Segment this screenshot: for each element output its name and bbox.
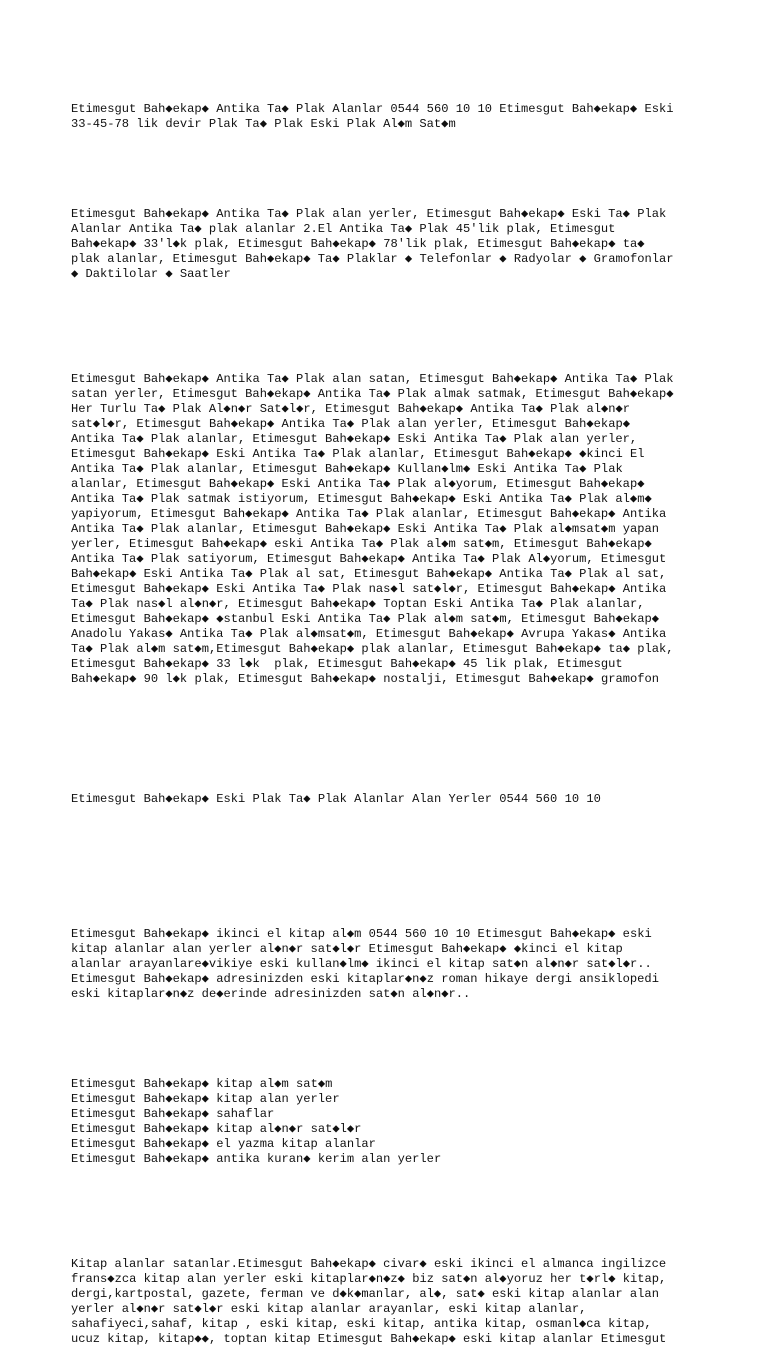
paragraph-spacer [71, 1032, 731, 1047]
paragraph-plak-contact: Etimesgut Bah◆ekap◆ Eski Plak Ta◆ Plak Alanlar Alan Yerler 0544 560 10 10 [71, 792, 601, 806]
paragraph-plak-intro: Etimesgut Bah◆ekap◆ Antika Ta◆ Plak Alanlar 0544 560 10 10 Etimesgut Bah◆ekap◆ Eski 33-45-78 lik devir Plak Ta◆ Plak Eski Plak Al◆m Sat◆m [71, 102, 674, 131]
paragraph-plak-keywords: Etimesgut Bah◆ekap◆ Antika Ta◆ Plak alan satan, Etimesgut Bah◆ekap◆ Antika Ta◆ Plak satan yerler, Etimesgut Bah◆ekap◆ Antika Ta◆ Plak almak satmak, Etimesgut Bah◆ekap◆ Her Turlu Ta◆ Plak Al◆n◆r Sat◆l◆r, Etimesgut Bah◆ekap◆ Antika Ta◆ Plak al◆n◆r sat◆l◆r, Etimesgut Bah◆ekap◆ Antika Ta◆ Plak alan yerler, Etimesgut Bah◆ekap◆ Antika Ta◆ Plak alanlar, Etimesgut Bah◆ekap◆ Eski Antika Ta◆ Plak alan yerler, Etimesgut Bah◆ekap◆ Eski Antika Ta◆ Plak alanlar, Etimesgut Bah◆ekap◆ ◆kinci El Antika Ta◆ Plak alanlar, Etimesgut Bah◆ekap◆ Kullan◆lm◆ Eski Antika Ta◆ Plak alanlar, Etimesgut Bah◆ekap◆ Eski Antika Ta◆ Plak al◆yorum, Etimesgut Bah◆ekap◆ Antika Ta◆ Plak satmak istiyorum, Etimesgut Bah◆ekap◆ Eski Antika Ta◆ Plak al◆m◆ yapiyorum, Etimesgut Bah◆ekap◆ Antika Ta◆ Plak alanlar, Etimesgut Bah◆ekap◆ Antika Antika Ta◆ Plak alanlar, Etimesgut Bah◆ekap◆ Eski Antika Ta◆ Plak al◆msat◆m yapan yerler, Etimesgut Bah◆ekap◆ eski Antika Ta◆ Plak al◆m sat◆m, Etimesgut Bah◆ekap◆ Antika Ta◆ Plak satiyorum, Etimesgut Bah◆ekap◆ Antika Ta◆ Plak Al◆yorum, Etimesgut Bah◆ekap◆ Eski Antika Ta◆ Plak al sat, Etimesgut Bah◆ekap◆ Antika Ta◆ Plak al sat, Etimesgut Bah◆ekap◆ Eski Antika Ta◆ Plak nas◆l sat◆l◆r, Etimesgut Bah◆ekap◆ Antika Ta◆ Plak nas◆l al◆n◆r, Etimesgut Bah◆ekap◆ Toptan Eski Antika Ta◆ Plak alanlar, Etimesgut Bah◆ekap◆ ◆stanbul Eski Antika Ta◆ Plak al◆m sat◆m, Etimesgut Bah◆ekap◆ Anadolu Yakas◆ Antika Ta◆ Plak al◆msat◆m, Etimesgut Bah◆ekap◆ Avrupa Yakas◆ Antika Ta◆ Plak al◆m sat◆m,Etimesgut Bah◆ekap◆ plak alanlar, Etimesgut Bah◆ekap◆ ta◆ plak, Etimesgut Bah◆ekap◆ 33 l◆k plak, Etimesgut Bah◆ekap◆ 45 lik plak, Etimesgut Bah◆ekap◆ 90 l◆k plak, Etimesgut Bah◆ekap◆ nostalji, Etimesgut Bah◆ekap◆ gramofon [71, 372, 674, 686]
paragraph-spacer [71, 312, 731, 342]
paragraph-plak-alan-yerler: Etimesgut Bah◆ekap◆ Antika Ta◆ Plak alan yerler, Etimesgut Bah◆ekap◆ Eski Ta◆ Plak Alanlar Antika Ta◆ plak alanlar 2.El Antika Ta◆ Plak 45'lik plak, Etimesgut Bah◆ekap◆ 33'l◆k plak, Etimesgut Bah◆ekap◆ 78'lik plak, Etimesgut Bah◆ekap◆ ta◆ plak alanlar, Etimesgut Bah◆ekap◆ Ta◆ Plaklar ◆ Telefonlar ◆ Radyolar ◆ Gramofonlar ◆ Daktilolar ◆ Saatler [71, 207, 674, 281]
paragraph-kitap-list: Etimesgut Bah◆ekap◆ kitap al◆m sat◆m Etimesgut Bah◆ekap◆ kitap alan yerler Etimesgut Bah◆ekap◆ sahaflar Etimesgut Bah◆ekap◆ kitap al◆n◆r sat◆l◆r Etimesgut Bah◆ekap◆ el yazma kitap alanlar Etimesgut Bah◆ekap◆ antika kuran◆ kerim alan yerler [71, 1077, 442, 1166]
paragraph-spacer [71, 1197, 731, 1227]
paragraph-kitap-alanlar: Kitap alanlar satanlar.Etimesgut Bah◆ekap◆ civar◆ eski ikinci el almanca ingilizce frans◆zca kitap alan yerler eski kitaplar◆n◆z◆ biz sat◆n al◆yoruz her t◆rl◆ kitap, dergi,kartpostal, gazete, ferman ve d◆k◆manlar, al◆, sat◆ eski kitap alanlar alan yerler al◆n◆r sat◆l◆r eski kitap alanlar arayanlar, eski kitap alanlar, sahafiyeci,sahaf, kitap , eski kitap, eski kitap, antika kitap, osmanl◆ca kitap, ucuz kitap, kitap◆◆, toptan kitap Etimesgut Bah◆ekap◆ eski kitap alanlar Etimesgut [71, 1257, 667, 1346]
paragraph-spacer [71, 717, 731, 762]
paragraph-kitap-intro: Etimesgut Bah◆ekap◆ ikinci el kitap al◆m 0544 560 10 10 Etimesgut Bah◆ekap◆ eski kitap alanlar alan yerler al◆n◆r sat◆l◆r Etimesgut Bah◆ekap◆ ◆kinci el kitap alanlar arayanlare◆vikiye eski kullan◆lm◆ ikinci el kitap sat◆n al◆n◆r sat◆l◆r.. Etimesgut Bah◆ekap◆ adresinizden eski kitaplar◆n◆z roman hikaye dergi ansiklopedi eski kitaplar◆n◆z de◆erinde adresinizden sat◆n al◆n◆r.. [71, 927, 659, 1001]
paragraph-spacer [71, 837, 731, 897]
paragraph-spacer [71, 162, 731, 177]
document-body [71, 72, 731, 1362]
